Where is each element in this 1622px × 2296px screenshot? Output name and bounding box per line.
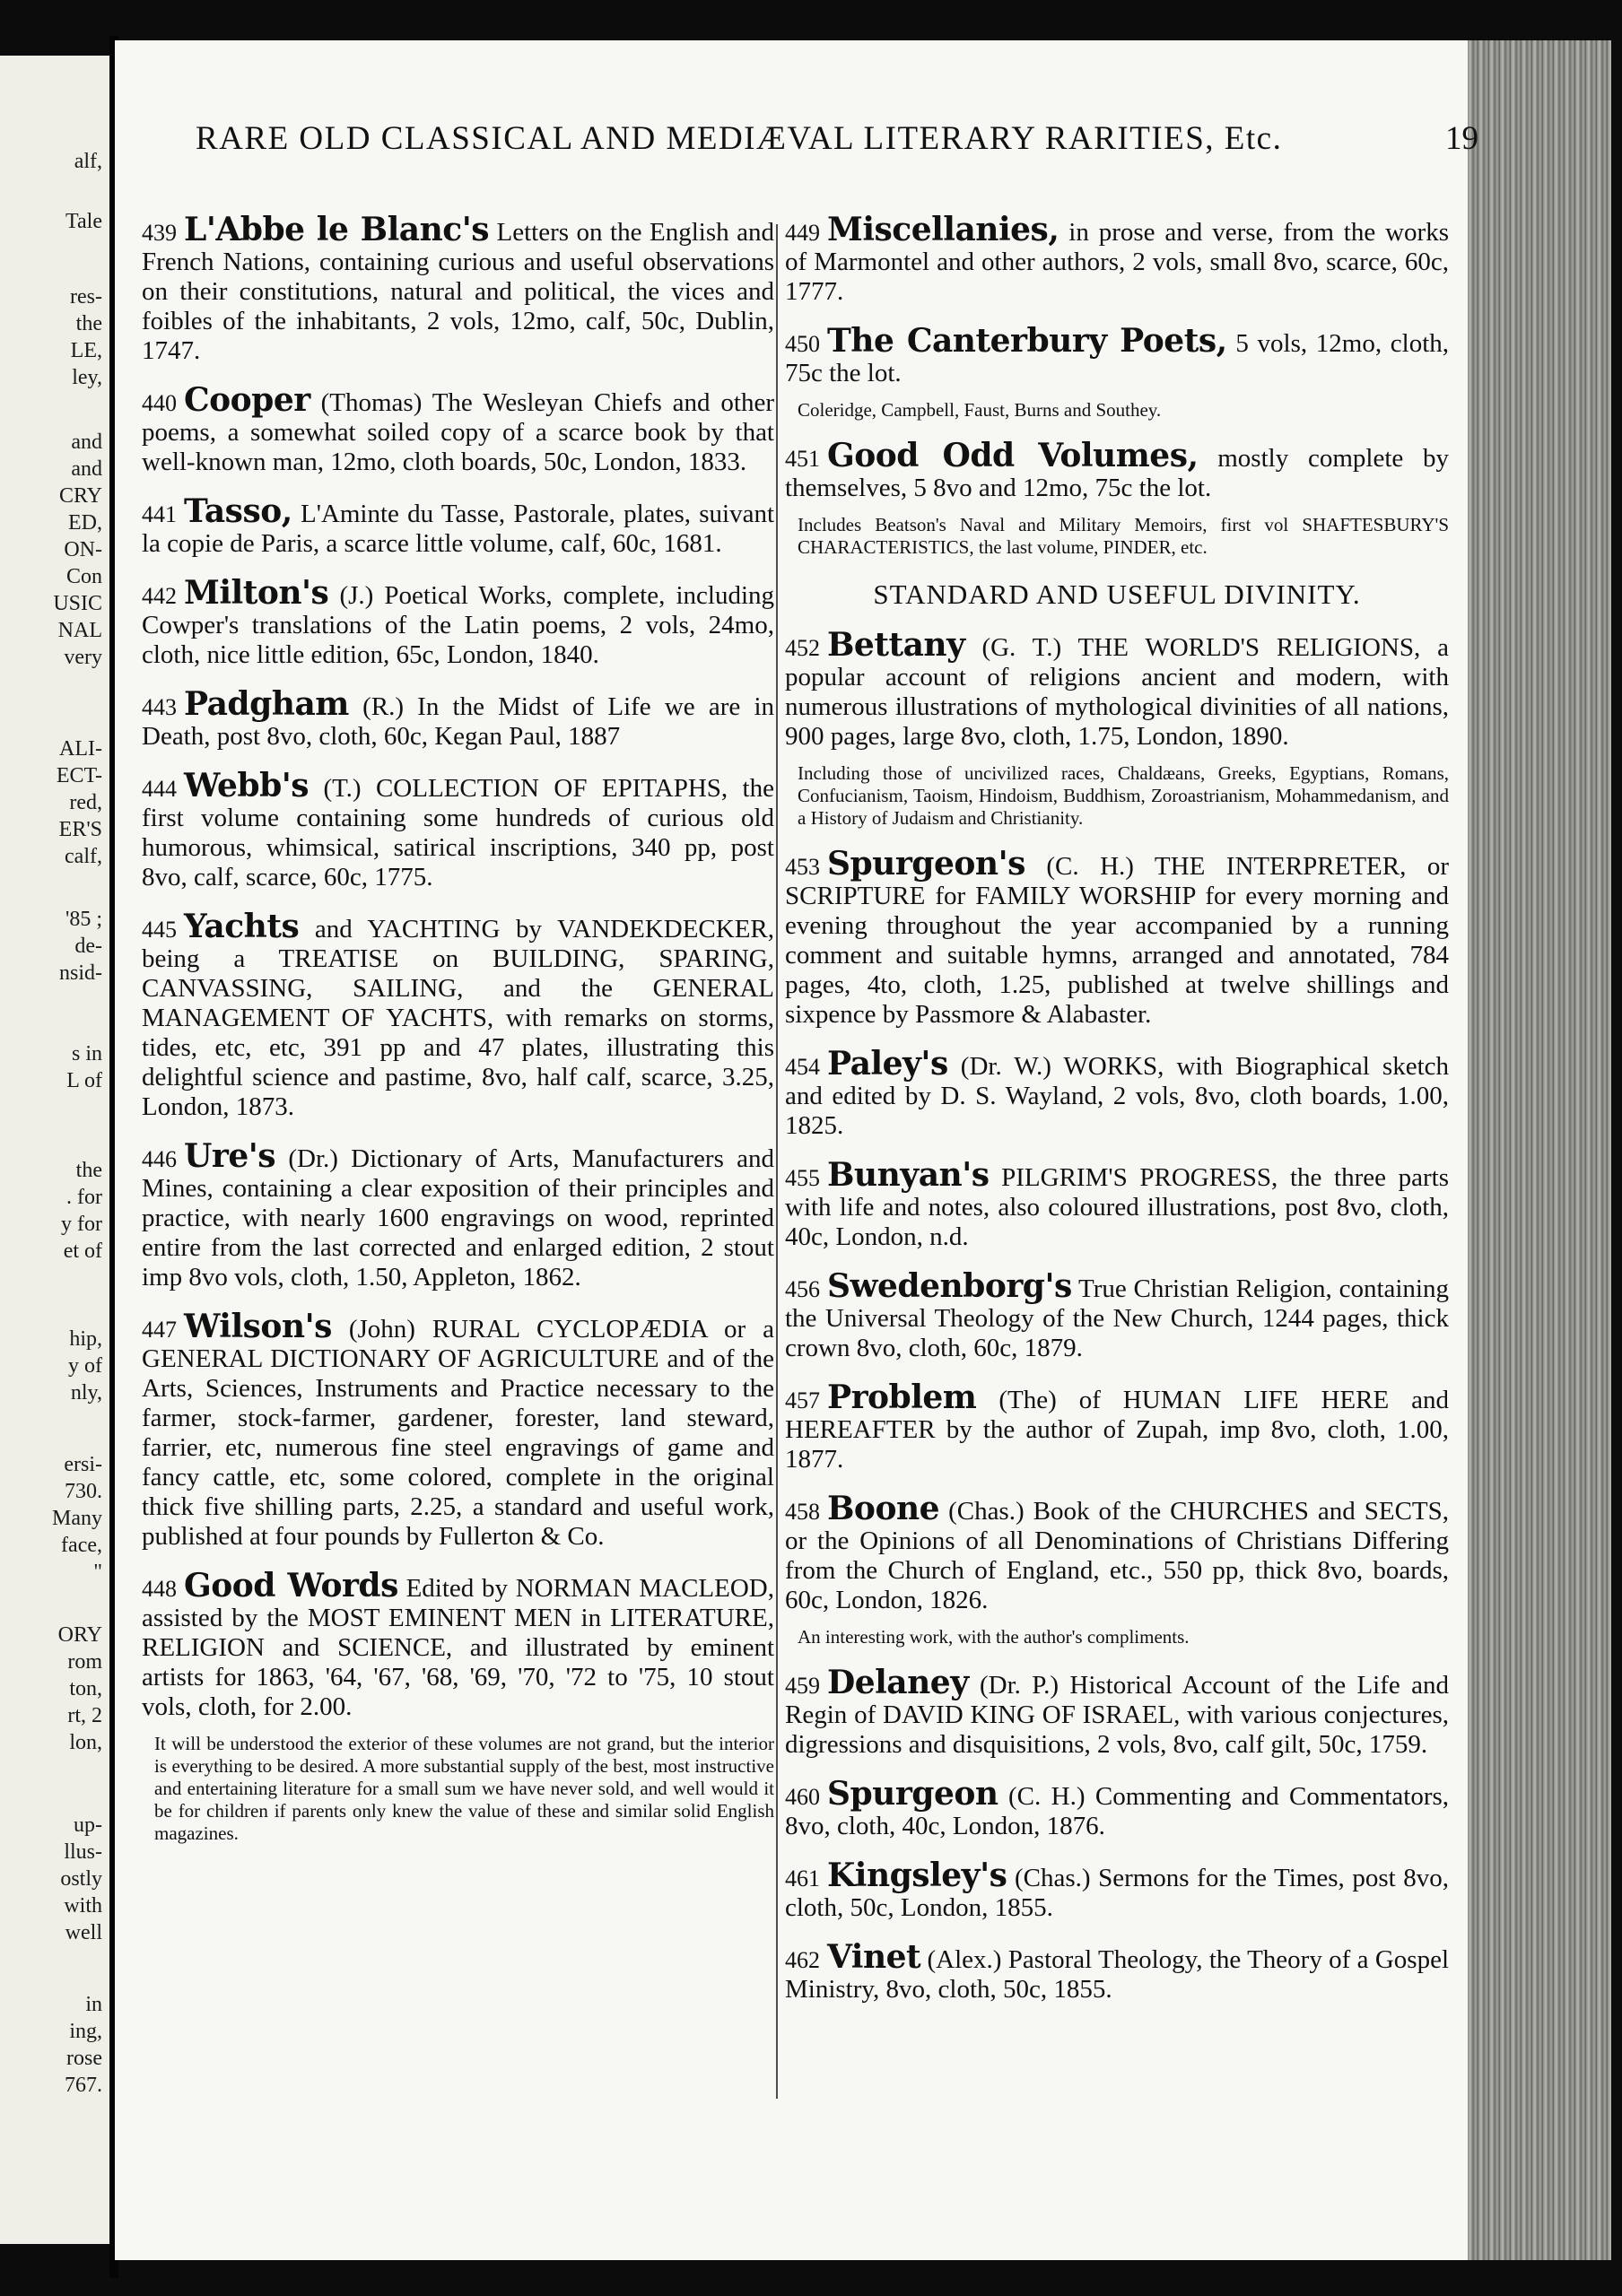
entry-author: L'Abbe le Blanc's bbox=[184, 211, 489, 248]
entry-author: Ure's bbox=[184, 1137, 276, 1175]
margin-fragment: ER'S bbox=[58, 818, 102, 841]
page-stack-edge bbox=[1468, 40, 1611, 2260]
margin-fragment: and bbox=[71, 457, 102, 481]
entry-author: Yachts bbox=[184, 908, 300, 945]
margin-fragment: rt, 2 bbox=[67, 1704, 102, 1727]
entry-author: Padgham bbox=[184, 685, 349, 723]
entry-number: 459 bbox=[785, 1673, 820, 1699]
entry-author: Spurgeon bbox=[827, 1775, 998, 1813]
entry-number: 458 bbox=[785, 1499, 820, 1525]
entry-description: (Dr. P.) Historical Account of the Life and Regin of DAVID KING OF ISRAEL, with various conjectures, digressions and disquisitions, 2 vols, 8vo, calf gilt, 50c, 1759. bbox=[785, 1671, 1449, 1759]
entry-number: 440 bbox=[142, 390, 177, 416]
catalog-entry bbox=[785, 1857, 1450, 1923]
entry-description: (G. T.) THE WORLD'S RELIGIONS, a popular account of religions ancient and modern, with numerous illustrations of mythological divinities of all nations, 900 pages, large 8vo, cloth, 1.75, London, 1890. bbox=[785, 633, 1449, 751]
catalog-entry bbox=[785, 211, 1450, 307]
entry-number: 452 bbox=[785, 635, 820, 661]
entry-author: Wilson's bbox=[184, 1308, 332, 1345]
margin-fragment: very bbox=[64, 646, 102, 669]
entry-note: It will be understood the exterior of these volumes are not grand, but the interior is everything to be desired. A more substantial supply of the best, most instructive and entertaining literature for a small sum we have never sold, and well would it be for children if parents only knew the value of these and similar solid English magazines. bbox=[154, 1733, 774, 1844]
margin-fragment: ORY bbox=[57, 1623, 102, 1647]
entry-author: Milton's bbox=[184, 574, 329, 612]
margin-fragment: rom bbox=[67, 1650, 102, 1674]
margin-fragment: the bbox=[75, 312, 102, 335]
entry-description: (Alex.) Pastoral Theology, the Theory of a Gospel Ministry, 8vo, cloth, 50c, 1855. bbox=[785, 1945, 1449, 2004]
entry-author: Swedenborg's bbox=[827, 1267, 1072, 1305]
facing-page-edge bbox=[0, 56, 109, 2244]
entry-number: 442 bbox=[142, 583, 177, 609]
margin-fragment: et of bbox=[63, 1239, 102, 1263]
margin-fragment: calf, bbox=[65, 845, 102, 868]
catalog-entry bbox=[142, 492, 775, 559]
entry-number: 445 bbox=[142, 917, 177, 943]
running-title: RARE OLD CLASSICAL AND MEDIÆVAL LITERARY RARITIES, Etc. bbox=[196, 120, 1283, 157]
column-rule bbox=[776, 224, 778, 2099]
margin-fragment: ED, bbox=[68, 511, 102, 535]
entry-note: Coleridge, Campbell, Faust, Burns and Southey. bbox=[798, 399, 1162, 421]
entry-description: (C. H.) Commenting and Commentators, 8vo, cloth, 40c, London, 1876. bbox=[785, 1782, 1450, 1840]
entry-number: 450 bbox=[785, 331, 820, 357]
margin-fragment: LE, bbox=[70, 339, 102, 362]
entry-author: Vinet bbox=[827, 1938, 921, 1976]
entry-description: L'Aminte du Tasse, Pastorale, plates, suivant la copie de Paris, a scarce little volume, calf, 60c, 1681. bbox=[142, 500, 775, 558]
margin-fragment: USIC bbox=[53, 592, 102, 615]
entry-author: Kingsley's bbox=[827, 1857, 1007, 1894]
entry-author: Paley's bbox=[827, 1045, 948, 1083]
catalog-entry bbox=[142, 767, 774, 892]
entry-number: 447 bbox=[142, 1317, 177, 1343]
catalog-entry bbox=[785, 1664, 1449, 1760]
right-column bbox=[785, 211, 1450, 2024]
entry-description: and YACHTING by VANDEKDECKER, being a TREATISE on BUILDING, SPARING, CANVASSING, SAILING, and the GENERAL MANAGEMENT OF YACHTS, with remarks on storms, tides, etc, etc, 391 pp and 47 plates, illustrating this delightful science and pastime, 8vo, half calf, scarce, 3.25, London, 1873. bbox=[142, 915, 775, 1121]
entry-author: The Canterbury Poets, bbox=[827, 322, 1227, 360]
entry-description: (Dr.) Dictionary of Arts, Manufacturers and Mines, containing a clear exposition of their principles and practice, with nearly 1600 engravings on wood, reprinted entire from the last corrected and enlarged edition, 2 stout imp 8vo vols, cloth, 1.50, Appleton, 1862. bbox=[142, 1144, 774, 1292]
entry-author: Problem bbox=[827, 1378, 977, 1416]
entry-author: Boone bbox=[827, 1490, 940, 1527]
catalog-entry bbox=[785, 437, 1449, 503]
margin-fragment: nsid- bbox=[59, 961, 102, 985]
catalog-entry bbox=[785, 1938, 1449, 2005]
entry-author: Good Words bbox=[184, 1567, 398, 1605]
catalog-entry bbox=[142, 1308, 775, 1552]
entry-number: 461 bbox=[785, 1866, 820, 1892]
entry-author: Spurgeon's bbox=[827, 845, 1025, 883]
catalog-entry bbox=[142, 1137, 774, 1292]
entry-description: (Chas.) Sermons for the Times, post 8vo, cloth, 50c, London, 1855. bbox=[785, 1864, 1450, 1922]
catalog-entry bbox=[785, 1378, 1450, 1474]
margin-fragment: lon, bbox=[69, 1731, 102, 1754]
entry-description: (The) of HUMAN LIFE HERE and HEREAFTER by the author of Zupah, imp 8vo, cloth, 1.00, 1877. bbox=[785, 1386, 1450, 1474]
section-heading: STANDARD AND USEFUL DIVINITY. bbox=[873, 578, 1361, 610]
entry-number: 460 bbox=[785, 1784, 820, 1810]
entry-number: 451 bbox=[785, 446, 820, 472]
entry-description: in prose and verse, from the works of Marmontel and other authors, 2 vols, small 8vo, scarce, 60c, 1777. bbox=[785, 218, 1450, 306]
entry-description: (R.) In the Midst of Life we are in Death, post 8vo, cloth, 60c, Kegan Paul, 1887 bbox=[142, 692, 775, 751]
entry-author: Good Odd Volumes, bbox=[827, 437, 1199, 474]
entry-author: Miscellanies, bbox=[827, 211, 1060, 248]
entry-description: True Christian Religion, containing the Universal Theology of the New Church, 1244 pages, thick crown 8vo, cloth, 60c, 1879. bbox=[785, 1274, 1449, 1362]
margin-fragment: ostly bbox=[60, 1867, 102, 1891]
margin-fragment: NAL bbox=[57, 619, 102, 642]
entry-number: 457 bbox=[785, 1387, 820, 1413]
entry-description: mostly complete by themselves, 5 8vo and 12mo, 75c the lot. bbox=[785, 444, 1449, 502]
catalog-entry bbox=[142, 381, 774, 477]
entry-number: 448 bbox=[142, 1576, 177, 1602]
margin-fragment: ON- bbox=[64, 538, 102, 561]
margin-fragment: CRY bbox=[58, 484, 102, 508]
margin-fragment: llus- bbox=[64, 1840, 102, 1864]
entry-author: Bunyan's bbox=[827, 1156, 990, 1194]
entry-description: Letters on the English and French Nations, containing curious and useful observations on their constitutions, natural and political, the vices and foibles of the inhabitants, 2 vols, 12mo, calf, 50c, Dublin, 1747. bbox=[142, 218, 774, 365]
margin-fragment: ALI- bbox=[59, 737, 102, 761]
catalog-entry bbox=[785, 322, 1450, 388]
catalog-entry bbox=[785, 1267, 1449, 1363]
catalog-entry bbox=[785, 626, 1449, 752]
margin-fragment: ersi- bbox=[64, 1453, 102, 1476]
margin-fragment: hip, bbox=[69, 1327, 102, 1351]
catalog-entry bbox=[785, 1045, 1450, 1141]
entry-description: (Thomas) The Wesleyan Chiefs and other poems, a somewhat soiled copy of a scarce book by that well-known man, 12mo, cloth boards, 50c, London, 1833. bbox=[142, 388, 774, 476]
margin-fragment: nly, bbox=[70, 1381, 102, 1405]
margin-fragment: y of bbox=[68, 1354, 102, 1378]
margin-fragment: y for bbox=[61, 1213, 102, 1236]
catalog-entry bbox=[142, 574, 774, 670]
entry-description: (J.) Poetical Works, complete, including Cowper's translations of the Latin poems, 2 vols, 24mo, cloth, nice little edition, 65c, London, 1840. bbox=[142, 581, 774, 669]
entry-author: Delaney bbox=[827, 1664, 969, 1701]
entry-description: PILGRIM'S PROGRESS, the three parts with life and notes, also coloured illustrations, post 8vo, cloth, 40c, London, n.d. bbox=[785, 1163, 1450, 1251]
margin-fragment: Many bbox=[52, 1507, 102, 1530]
margin-fragment: the bbox=[75, 1159, 102, 1182]
entry-description: (C. H.) THE INTERPRETER, or SCRIPTURE for FAMILY WORSHIP for every morning and evening throughout the year accompanied by a running comment and suitable hymns, arranged and annotated, 784 pages, 4to, cloth, 1.25, published at twelve shillings and sixpence by Passmore & Alabaster. bbox=[785, 852, 1450, 1029]
catalog-entry bbox=[785, 1490, 1450, 1615]
entry-note: An interesting work, with the author's compliments. bbox=[798, 1626, 1190, 1648]
catalog-entry bbox=[785, 1775, 1450, 1841]
margin-fragment: alf, bbox=[74, 150, 102, 173]
entry-number: 446 bbox=[142, 1146, 177, 1172]
margin-fragment: Tale bbox=[65, 210, 102, 233]
catalog-entry bbox=[785, 845, 1450, 1030]
catalog-entry bbox=[142, 908, 775, 1122]
entry-number: 455 bbox=[785, 1165, 820, 1191]
margin-fragment: " bbox=[93, 1561, 102, 1584]
margin-fragment: s in bbox=[71, 1042, 102, 1065]
entry-number: 439 bbox=[142, 220, 177, 246]
entry-number: 441 bbox=[142, 501, 177, 527]
entry-number: 453 bbox=[785, 854, 820, 880]
margin-fragment: res- bbox=[70, 285, 102, 309]
entry-note: Includes Beatson's Naval and Military Memoirs, first vol SHAFTESBURY'S CHARACTERISTICS, the last volume, PINDER, etc. bbox=[798, 514, 1449, 558]
catalog-entry bbox=[142, 685, 775, 752]
entry-author: Tasso, bbox=[184, 492, 292, 530]
entry-author: Cooper bbox=[184, 381, 310, 419]
margin-fragment: Con bbox=[65, 565, 102, 588]
catalog-entry bbox=[142, 211, 774, 366]
entry-number: 443 bbox=[142, 694, 177, 720]
margin-fragment: well bbox=[65, 1921, 102, 1944]
entry-description: (Chas.) Book of the CHURCHES and SECTS, or the Opinions of all Denominations of Christians Differing from the Church of England, etc., 550 pp, thick 8vo, boards, 60c, London, 1826. bbox=[785, 1497, 1450, 1614]
margin-fragment: rose bbox=[66, 2047, 102, 2070]
margin-fragment: up- bbox=[74, 1813, 102, 1837]
entry-author: Bettany bbox=[827, 626, 965, 664]
margin-fragment: 767. bbox=[65, 2074, 102, 2097]
entry-description: (John) RURAL CYCLOPÆDIA or a GENERAL DICTIONARY OF AGRICULTURE and of the Arts, Sciences, Instruments and Practice necessary to the farmer, stock-farmer, gardener, forester, land steward, farrier, etc, numerous fine steel engravings of game and fancy cattle, etc, some colored, complete in the original thick five shilling parts, 2.25, a standard and useful work, published at four pounds by Fullerton & Co. bbox=[142, 1315, 775, 1551]
margin-fragment: ing, bbox=[69, 2020, 102, 2043]
entry-description: Edited by NORMAN MACLEOD, assisted by the MOST EMINENT MEN in LITERATURE, RELIGION and SCIENCE, and illustrated by eminent artists for 1863, '64, '67, '68, '69, '70, '72 to '75, 10 stout vols, cloth, for 2.00. bbox=[142, 1574, 774, 1721]
margin-fragment: ECT- bbox=[56, 764, 102, 787]
entry-number: 454 bbox=[785, 1054, 820, 1080]
entry-number: 462 bbox=[785, 1947, 820, 1973]
margin-fragment: L of bbox=[66, 1069, 102, 1092]
entry-author: Webb's bbox=[184, 767, 310, 804]
entry-description: (Dr. W.) WORKS, with Biographical sketch and edited by D. S. Wayland, 2 vols, 8vo, cloth boards, 1.00, 1825. bbox=[785, 1052, 1450, 1140]
catalog-entry bbox=[142, 1567, 774, 1722]
margin-fragment: ton, bbox=[69, 1677, 102, 1700]
page-header bbox=[187, 119, 1478, 173]
entry-description: 5 vols, 12mo, cloth, 75c the lot. bbox=[785, 329, 1450, 387]
margin-fragment: de- bbox=[74, 935, 102, 958]
entry-number: 444 bbox=[142, 776, 177, 802]
catalog-page bbox=[115, 40, 1478, 2260]
margin-fragment: . for bbox=[66, 1186, 102, 1209]
margin-fragment: with bbox=[64, 1894, 102, 1918]
margin-fragment: 730. bbox=[65, 1480, 102, 1503]
margin-fragment: and bbox=[71, 430, 102, 454]
entry-description: (T.) COLLECTION OF EPITAPHS, the first volume containing some hundreds of curious old humorous, whimsical, satirical inscriptions, 340 pp, post 8vo, calf, scarce, 60c, 1775. bbox=[142, 774, 774, 891]
margin-fragment: face, bbox=[61, 1534, 102, 1557]
page-number: 19 bbox=[1445, 120, 1478, 157]
left-column bbox=[142, 211, 775, 1865]
margin-fragment: in bbox=[85, 1993, 102, 2016]
margin-fragment: ley, bbox=[72, 366, 102, 389]
entry-number: 456 bbox=[785, 1276, 820, 1302]
margin-fragment: '85 ; bbox=[65, 908, 102, 931]
entry-note: Including those of uncivilized races, Chaldæans, Greeks, Egyptians, Romans, Confucianism, Taoism, Hindoism, Buddhism, Zoroastrianism, Mohammedanism, and a History of Judaism and Christianity. bbox=[798, 762, 1449, 829]
margin-fragment: red, bbox=[69, 791, 102, 814]
catalog-entry bbox=[785, 1156, 1450, 1252]
entry-number: 449 bbox=[785, 220, 820, 246]
